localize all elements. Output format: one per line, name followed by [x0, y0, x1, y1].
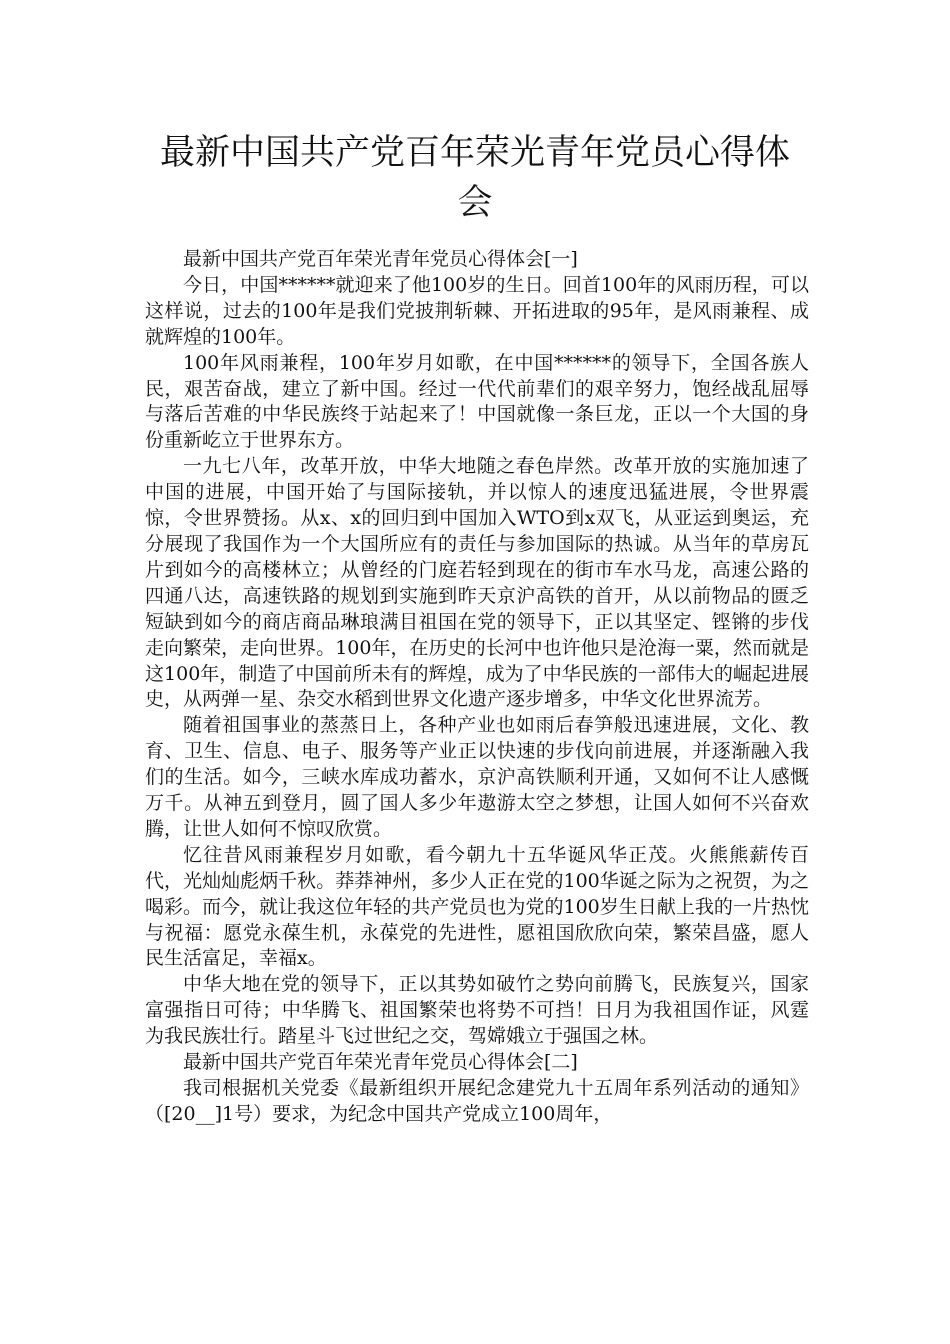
paragraph: 100年风雨兼程，100年岁月如歌，在中国******的领导下，全国各族人民，艰苦奋战，建立了新中国。经过一代代前辈们的艰辛努力，饱经战乱屈辱与落后苦难的中华民族终于站起来了！中国就像一条巨龙，正以一个大国的身份重新屹立于世界东方。 — [145, 351, 809, 452]
paragraph: 一九七八年，改革开放，中华大地随之春色岸然。改革开放的实施加速了中国的进展，中国开始了与国际接轨，并以惊人的速度迅猛进展，令世界震惊，令世界赞扬。从x、x的回归到中国加入WTO到x双飞，从亚运到奥运，充分展现了我国作为一个大国所应有的责任与参加国际的热诚。从当年的草房瓦片到如今的高楼林立；从曾经的门庭若轻到现在的街市车水马龙，高速公路的四通八达，高速铁路的规划到实施到昨天京沪高铁的首开，从以前物品的匮乏短缺到如今的商店商品琳琅满目祖国在党的领导下，正以其坚定、铿锵的步伐走向繁荣，走向世界。100年，在历史的长河中也许他只是沧海一粟，然而就是这100年，制造了中国前所未有的辉煌，成为了中华民族的一部伟大的崛起进展史，从两弹一星、杂交水稻到世界文化遗产逐步增多，中华文化世界流芳。 — [145, 455, 809, 711]
section-heading-2: 最新中国共产党百年荣光青年党员心得体会[二] — [183, 1051, 578, 1074]
paragraph: 我司根据机关党委《最新组织开展纪念建党九十五周年系列活动的通知》（[20__]1号）要求，为纪念中国共产党成立100周年， — [145, 1077, 809, 1125]
section-heading-1: 最新中国共产党百年荣光青年党员心得体会[一] — [183, 248, 578, 270]
document-title: 最新中国共产党百年荣光青年党员心得体会 — [159, 133, 790, 223]
document-body — [145, 247, 809, 1128]
paragraph: 中华大地在党的领导下，正以其势如破竹之势向前腾飞，民族复兴，国家富强指日可待；中华腾飞、祖国繁荣也将势不可挡！日月为我祖国作证，风霆为我民族壮行。踏星斗飞过世纪之交，驾嫦娥立于强国之林。 — [145, 973, 809, 1048]
paragraph: 今日，中国******就迎来了他100岁的生日。回首100年的风雨历程，可以这样说，过去的100年是我们党披荆斩棘、开拓进取的95年，是风雨兼程、成就辉煌的100年。 — [145, 273, 809, 348]
paragraph: 忆往昔风雨兼程岁月如歌，看今朝九十五华诞风华正茂。火熊熊薪传百代，光灿灿彪炳千秋。莽莽神州，多少人正在党的100华诞之际为之祝贺，为之喝彩。而今，就让我这位年轻的共产党员也为党的100岁生日献上我的一片热忱与祝福：愿党永葆生机，永葆党的先进性，愿祖国欣欣向荣，繁荣昌盛，愿人民生活富足，幸福x。 — [145, 843, 809, 970]
paragraph: 随着祖国事业的蒸蒸日上，各种产业也如雨后春笋般迅速进展，文化、教育、卫生、信息、电子、服务等产业正以快速的步伐向前进展，并逐渐融入我们的生活。如今，三峡水库成功蓄水，京沪高铁顺利开通，又如何不让人感慨万千。从神五到登月，圆了国人多少年遨游太空之梦想，让国人如何不兴奋欢腾，让世人如何不惊叹欣赏。 — [145, 714, 809, 840]
